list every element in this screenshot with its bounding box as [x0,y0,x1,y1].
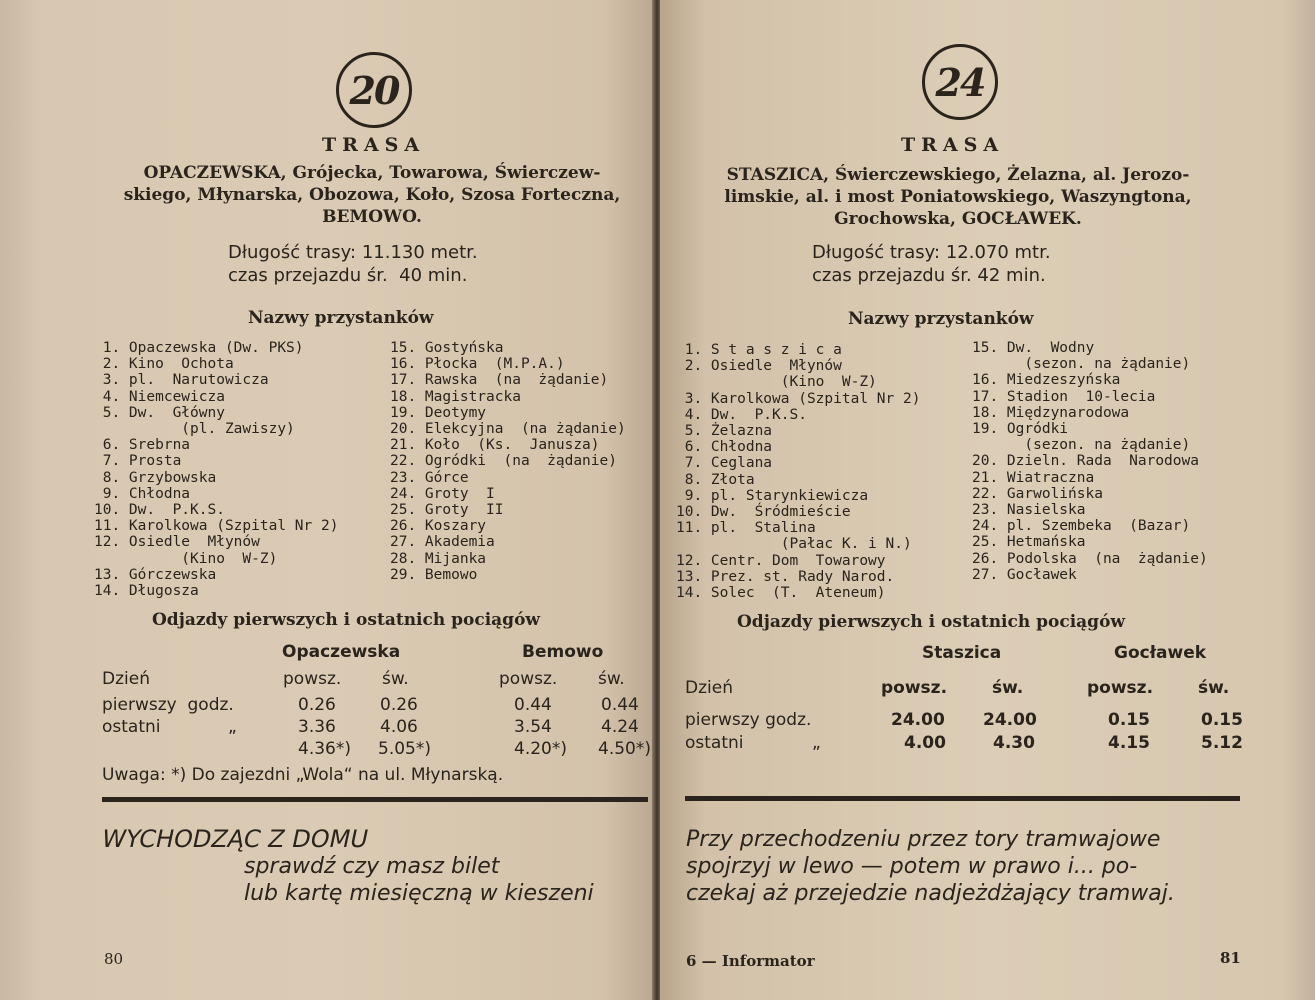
stop-item: 7. Ceglana [676,455,773,472]
stop-item: 7. Prosta [94,453,182,470]
stop-item: 17. Rawska (na żądanie) [390,372,609,389]
route-number-badge [922,44,998,120]
departures-heading: Odjazdy pierwszych i ostatnich pociągów [152,610,541,630]
stops-list-col1 [94,340,338,599]
first-b-sw: 0.15 [1201,710,1243,730]
travel-time: czas przejazdu śr. 40 min. [228,265,468,286]
stop-item: 9. Chłodna [94,485,191,502]
stop-item: 29. Bemowo [390,566,478,583]
stops-heading: Nazwy przystanków [248,308,434,328]
route-line: STASZICA, Świerczewskiego, Żelazna, al. Jerozo- [726,165,1190,185]
stop-item: 2. Kino Ochota [94,356,234,373]
page-number: 81 [1220,949,1241,967]
stop-item: 2. Osiedle Młynów [676,358,842,375]
departures-heading: Odjazdy pierwszych i ostatnich pociągów [737,612,1126,632]
route-number: 24 [935,59,985,105]
route-length: Długość trasy: 12.070 mtr. [812,242,1051,263]
right-page [660,0,1315,1000]
first-a-powsz: 24.00 [891,710,945,730]
ditto-mark: „ [228,717,237,737]
stop-item: (sezon. na żądanie) [972,356,1191,373]
last-a-sw: 4.30 [993,733,1035,753]
stop-item: 6. Chłodna [676,439,773,456]
stop-item: 20. Elekcyjna (na żądanie) [390,421,626,438]
stop-item: 8. Złota [676,471,755,488]
route-line: BEMOWO. [322,207,422,227]
route-description [92,162,652,228]
col-powsz-a: powsz. [881,678,948,698]
stops-heading: Nazwy przystanków [848,309,1034,329]
stop-item: 28. Mijanka [390,550,487,567]
route-length-block [812,241,1051,287]
route-line: Grochowska, GOCŁAWEK. [834,209,1082,229]
stop-item: 20. Dzieln. Rada Narodowa [972,453,1199,470]
extra-b-sw: 4.50*) [598,739,651,759]
stop-item: 5. Dw. Główny [94,404,225,421]
stop-item: 10. Dw. Śródmieście [676,504,851,521]
trasa-label: TRASA [901,134,1005,156]
route-line: OPACZEWSKA, Grójecka, Towarowa, Świerczew- [143,163,601,183]
travel-time: czas przejazdu śr. 42 min. [812,265,1046,286]
stop-item: 25. Hetmańska [972,534,1086,551]
stop-item: 12. Centr. Dom Towarowy [676,552,886,569]
first-a-sw: 24.00 [983,710,1037,730]
first-a-powsz: 0.26 [298,695,336,715]
footer-signature: 6 — Informator [686,952,815,970]
stop-item: 15. Gostyńska [390,340,504,356]
col-sw-a: św. [992,678,1024,698]
stop-item: (Kino W-Z) [94,550,278,567]
col-day: Dzień [685,678,733,698]
terminal-a-header: Opaczewska [282,642,401,662]
row-first-label: pierwszy godz. [102,695,234,715]
last-a-powsz: 3.36 [298,717,336,737]
stop-item: 3. Karolkowa (Szpital Nr 2) [676,390,921,407]
stop-item: 23. Górce [390,469,469,486]
last-b-sw: 4.24 [601,717,639,737]
trasa-label: TRASA [322,134,426,156]
stop-item: 24. pl. Szembeka (Bazar) [972,518,1191,535]
first-b-sw: 0.44 [601,695,639,715]
footnote: Uwaga: *) Do zajezdni „Wola“ na ul. Młynarską. [102,765,504,785]
col-powsz-b: powsz. [499,669,558,689]
stop-item: 22. Garwolińska [972,485,1103,502]
last-a-sw: 4.06 [380,717,418,737]
row-last-label: ostatni [685,733,744,753]
stop-item: 21. Wiatraczna [972,469,1095,486]
slogan-line3: czekaj aż przejedzie nadjeżdżający tramwaj. [686,881,1175,906]
stop-item: 4. Dw. P.K.S. [676,406,807,423]
stops-list-col2 [390,340,626,583]
stop-item: 11. Karolkowa (Szpital Nr 2) [94,518,339,535]
stop-item: 8. Grzybowska [94,469,217,486]
route-length: Długość trasy: 11.130 metr. [228,242,478,263]
col-powsz-a: powsz. [283,669,342,689]
route-description [678,164,1238,230]
stop-item: 22. Ogródki (na żądanie) [390,453,617,470]
last-b-sw: 5.12 [1201,733,1243,753]
extra-a-sw: 5.05*) [378,739,431,759]
terminal-b-header: Gocławek [1114,643,1207,663]
terminal-b-header: Bemowo [522,642,604,662]
stop-item: 9. pl. Starynkiewicza [676,487,869,504]
stop-item: 18. Magistracka [390,388,521,405]
stop-item: 6. Srebrna [94,437,191,454]
stops-list-col1 [676,342,920,601]
stop-item: 19. Deotymy [390,404,487,421]
stop-item: 27. Gocławek [972,566,1077,583]
stop-item: 19. Ogródki [972,421,1069,438]
stop-item: 18. Międzynarodowa [972,404,1130,421]
col-sw-b: św. [598,669,625,689]
stop-item: (Kino W-Z) [676,374,877,391]
row-first-label: pierwszy godz. [685,710,812,730]
route-length-block [228,241,478,287]
route-number-badge [336,52,412,128]
stop-item: 26. Podolska (na żądanie) [972,550,1208,567]
col-sw-a: św. [382,669,409,689]
page-number: 80 [104,950,124,968]
last-a-powsz: 4.00 [904,733,946,753]
col-day: Dzień [102,669,150,689]
stop-item: 15. Dw. Wodny [972,340,1095,356]
divider-rule [685,796,1240,801]
extra-b-powsz: 4.20*) [514,739,567,759]
terminal-a-header: Staszica [922,643,1002,663]
stop-item: 10. Dw. P.K.S. [94,502,225,519]
route-number: 20 [349,67,399,113]
row-last-label: ostatni [102,717,161,737]
stop-item: (pl. Zawiszy) [94,421,295,438]
slogan-line2: sprawdź czy masz bilet [244,854,500,879]
stop-item: 11. pl. Stalina [676,520,816,537]
stop-item: 14. Solec (T. Ateneum) [676,585,886,602]
ditto-mark: „ [812,733,821,753]
last-b-powsz: 3.54 [514,717,552,737]
stop-item: 26. Koszary [390,518,487,535]
stop-item: 3. pl. Narutowicza [94,372,269,389]
route-line: skiego, Młynarska, Obozowa, Koło, Szosa Forteczna, [123,185,621,205]
stop-item: 27. Akademia [390,534,495,551]
stop-item: 1. Opaczewska (Dw. PKS) [94,340,304,356]
stop-item: 25. Groty II [390,502,504,519]
stop-item: 1. S t a s z i c a [676,342,842,358]
divider-rule [102,797,648,802]
last-b-powsz: 4.15 [1108,733,1150,753]
stop-item: 4. Niemcewicza [94,388,225,405]
route-line: limskie, al. i most Poniatowskiego, Waszyngtona, [724,187,1192,207]
stop-item: 21. Koło (Ks. Janusza) [390,437,600,454]
stop-item: 16. Płocka (M.P.A.) [390,356,565,373]
left-page [0,0,655,1000]
stops-list-col2 [972,340,1208,583]
first-a-sw: 0.26 [380,695,418,715]
slogan-line1: WYCHODZĄC Z DOMU [99,825,371,853]
col-sw-b: św. [1198,678,1230,698]
slogan-line3: lub kartę miesięczną w kieszeni [244,881,594,906]
slogan-line2: spojrzyj w lewo — potem w prawo i... po- [686,854,1138,879]
stop-item: 12. Osiedle Młynów [94,534,260,551]
stop-item: 16. Miedzeszyńska [972,372,1121,389]
first-b-powsz: 0.15 [1108,710,1150,730]
col-powsz-b: powsz. [1087,678,1154,698]
stop-item: 14. Długosza [94,583,199,600]
stop-item: 13. Prez. st. Rady Narod. [676,568,895,585]
stop-item: 5. Żelazna [676,423,773,440]
stop-item: 17. Stadion 10-lecia [972,388,1156,405]
stop-item: 24. Groty I [390,485,495,502]
stop-item: 13. Górczewska [94,566,217,583]
extra-a-powsz: 4.36*) [298,739,351,759]
slogan-line1: Przy przechodzeniu przez tory tramwajowe [686,827,1161,852]
stop-item: (sezon. na żądanie) [972,437,1191,454]
stop-item: (Pałac K. i N.) [676,536,912,553]
stop-item: 23. Nasielska [972,502,1086,519]
first-b-powsz: 0.44 [514,695,552,715]
